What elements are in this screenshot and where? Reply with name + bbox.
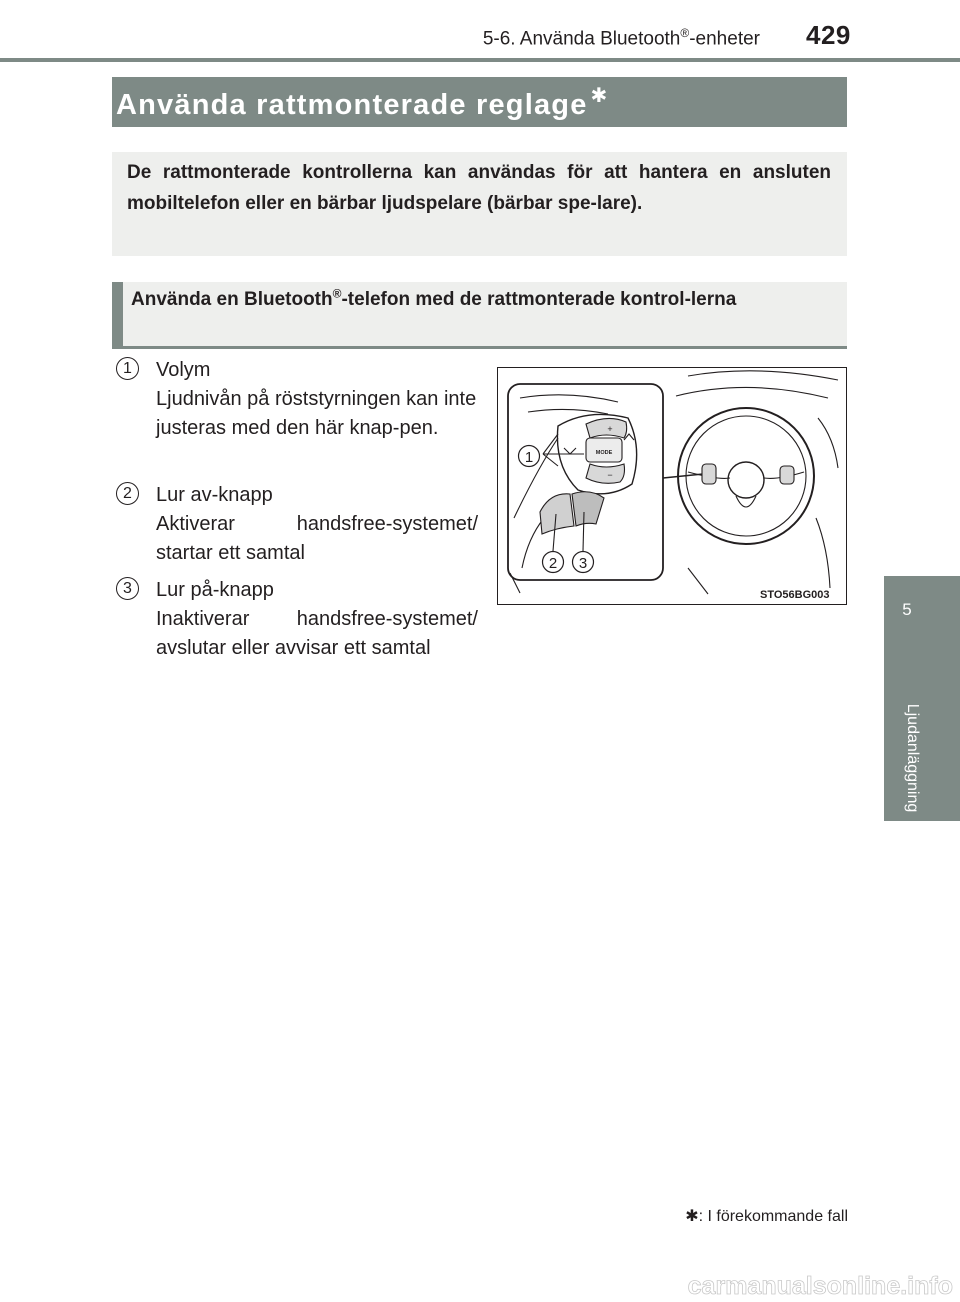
page-title bbox=[116, 83, 609, 122]
asterisk-icon: ✱ bbox=[685, 1208, 699, 1225]
wheel-switch-left bbox=[702, 464, 716, 484]
volume-down-button bbox=[586, 464, 625, 483]
figure-code: STO56BG003 bbox=[760, 589, 830, 601]
off-hook-button bbox=[540, 494, 574, 534]
subheader-underline bbox=[112, 346, 847, 349]
intro-text: De rattmonterade kontrollerna kan användas för att hantera en ansluten mobiltelefon eller en bärbar ljudspelare (bärbar spe-lare). bbox=[127, 162, 831, 214]
volume-down-label: − bbox=[607, 470, 613, 480]
footnote bbox=[648, 1206, 848, 1226]
illustration-drawing bbox=[498, 368, 846, 604]
item-number-2: 2 bbox=[116, 482, 139, 505]
watermark bbox=[610, 1270, 955, 1300]
subheader-text bbox=[131, 285, 831, 315]
callout-label-3: 3 bbox=[578, 555, 588, 572]
footnote-text: : I förekommande fall bbox=[698, 1208, 848, 1225]
subheader-text-before: Använda en Bluetooth bbox=[131, 289, 333, 310]
item-description-on-hook: Inaktiverar handsfree-systemet/ avslutar eller avvisar ett samtal bbox=[156, 608, 478, 659]
mode-button-label: MODE bbox=[595, 450, 613, 456]
chapter-number: 5 bbox=[902, 600, 912, 619]
watermark-text: carmanualsonline.info bbox=[687, 1272, 953, 1300]
inset-frame bbox=[508, 384, 663, 580]
item-number-3: 3 bbox=[116, 577, 139, 600]
item-title-off-hook: Lur av-knapp bbox=[156, 484, 273, 506]
volume-up-button bbox=[586, 418, 627, 438]
item-title-on-hook: Lur på-knapp bbox=[156, 579, 274, 601]
on-hook-button bbox=[572, 492, 604, 526]
volume-up-label: + bbox=[607, 424, 613, 434]
item-title-volume: Volym bbox=[156, 359, 211, 381]
wheel-switch-right bbox=[780, 466, 794, 484]
steering-wheel-illustration bbox=[497, 367, 847, 605]
page-title-text: Använda rattmonterade reglage bbox=[116, 89, 588, 121]
item-description-off-hook: Aktiverar handsfree-systemet/ startar ett samtal bbox=[156, 513, 478, 564]
chapter-label: Ljudanläggning bbox=[904, 703, 921, 813]
asterisk-icon: ✱ bbox=[590, 85, 609, 107]
subheader-text-after: -telefon med de rattmonterade kontrol-lerna bbox=[341, 289, 737, 310]
steering-hub bbox=[728, 462, 764, 498]
registered-mark: ® bbox=[680, 26, 690, 40]
header-rule bbox=[0, 58, 960, 62]
section-prefix: 5-6. Använda Bluetooth bbox=[482, 28, 681, 50]
subheader-accent-bar bbox=[112, 282, 123, 349]
item-description-volume: Ljudnivån på röststyrningen kan inte justeras med den här knap-pen. bbox=[156, 388, 477, 439]
callout-label-2: 2 bbox=[548, 555, 558, 572]
section-suffix: -enheter bbox=[689, 28, 760, 50]
item-number-1: 1 bbox=[116, 357, 139, 380]
registered-mark: ® bbox=[332, 286, 342, 301]
running-header-section bbox=[440, 26, 760, 50]
callout-label-1: 1 bbox=[524, 449, 534, 466]
page-number: 429 bbox=[806, 20, 851, 50]
